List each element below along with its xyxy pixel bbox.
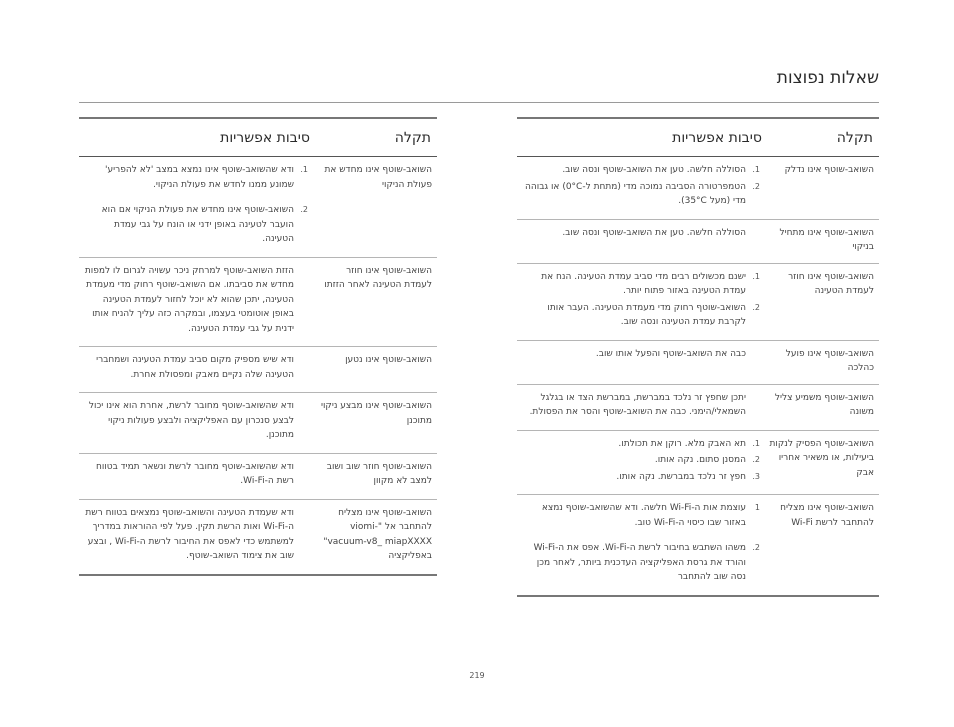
page-title: שאלות נפוצות [776, 68, 879, 88]
causes-cell [517, 385, 762, 430]
problem-cell: השואב-שוטף הפסיק לנקות ביעילות, או משאיר אחריו אבק [769, 438, 874, 478]
cause-number [746, 347, 760, 362]
cause-number: 2. [752, 455, 760, 464]
table-row [79, 157, 437, 258]
cause-item [519, 180, 760, 209]
cause-item [519, 226, 760, 241]
cause-number [294, 264, 308, 337]
causes-cell [517, 341, 762, 384]
causes-cell [517, 264, 762, 340]
page-number: 219 [469, 671, 485, 680]
problem-cell: השואב-שוטף אינו מצליח להתחבר אל "viomi-vacuum-v8_ miapXXXX" באפליקציה [323, 507, 432, 561]
cause-text: ודא שהשואב-שוטף אינו נמצא במצב 'לא להפריע' שמונע ממנו לחדש את פעולת הניקוי. [105, 165, 294, 190]
causes-cell [79, 258, 310, 347]
cause-number [294, 506, 308, 564]
cause-text: הזזת השואב-שוטף למרחק ניכר עשויה לגרום לו למפות מחדש את סביבתו. אם השואב-שוטף רחוק מדי מעמדת הטעינה, יתכן שהוא לא יוכל לחזור לעמדת הטעינה באופן אוטומטי בעצמו, ובמקרה כזה עליך להניח אותו ידנית על גבי עמדת הטעינה. [84, 265, 294, 334]
cause-text: השואב-שוטף אינו מחדש את פעולת הניקוי אם הוא הועבר לטעינה באופן ידני או הונח על גבי עמדת הטעינה. [101, 205, 294, 244]
table-row [517, 264, 879, 341]
cause-number [294, 460, 308, 489]
problem-cell: השואב-שוטף משמיע צליל משונה [774, 392, 874, 417]
cause-item [519, 391, 760, 420]
table-row [517, 157, 879, 220]
cause-item [81, 264, 308, 337]
cause-item [81, 353, 308, 382]
problem-cell: השואב-שוטף אינו מצליח להתחבר לרשת Wi-Fi [780, 503, 874, 528]
problem-cell: השואב-שוטף חוזר שוב ושוב למצב לא מקוון [326, 461, 432, 486]
cause-number: 1. [752, 438, 760, 448]
cause-number: 2. [300, 205, 308, 214]
cause-text: יתכן שחפץ זר נלכד במברשת, במברשת הצד או בגלגל השמאלי/הימני. כבה את השואב-שוטף והסר את הפסולת. [529, 392, 746, 417]
troubleshooting-table-right [517, 117, 879, 597]
table-row [79, 393, 437, 454]
problem-cell: השואב-שוטף אינו פועל כהלכה [785, 348, 874, 373]
cause-number: 1. [300, 165, 308, 174]
cause-text: ודא שעמדת הטעינה והשואב-שוטף נמצאים בטווח רשת ה-Wi-Fi ואות הרשת תקין. פעל לפי ההוראות במדריך למשתמש כדי לאפס את החיבור לרשת ה-Wi-Fi , ובצע שוב את צימוד השואב-שוטף. [85, 507, 294, 561]
cause-number: 2. [752, 181, 760, 191]
cause-text: השואב-שוטף רחוק מדי מעמדת הטעינה. העבר אותו לקרבת עמדת הטעינה ונסה שוב. [547, 302, 746, 327]
causes-cell [79, 393, 310, 453]
cause-number [294, 399, 308, 443]
problem-cell: השואב-שוטף אינו נדלק [784, 165, 874, 175]
cause-item [519, 347, 760, 362]
causes-cell [517, 220, 762, 263]
cause-text: הסוללה חלשה. טען את השואב-שוטף ונסה שוב. [562, 165, 746, 175]
cause-number [746, 226, 760, 241]
causes-cell [517, 157, 762, 219]
table-header [517, 119, 879, 157]
cause-item [519, 270, 760, 299]
header-causes: סיבות אפשריות [672, 129, 762, 146]
cause-number: 1 [754, 503, 760, 512]
causes-cell [79, 347, 310, 392]
cause-text: ודא שיש מספיק מקום סביב עמדת הטעינה ושמחברי הטעינה שלה נקיים מאבק ומפסולת אחרת. [96, 355, 294, 380]
causes-cell [79, 454, 310, 499]
cause-item [519, 163, 760, 178]
cause-item [81, 460, 308, 489]
problem-cell: השואב-שוטף אינו נטען [345, 355, 432, 365]
cause-text: כבה את השואב-שוטף והפעל אותו שוב. [595, 348, 746, 359]
problem-cell: השואב-שוטף אינו מחדש את פעולת הניקוי [324, 165, 432, 190]
cause-text: חפץ זר נלכד במברשת. נקה אותו. [616, 471, 746, 482]
cause-text: משהו השתבש בחיבור לרשת ה-Wi-Fi. אפס את ה-Wi-Fi והורד את גרסת האפליקציה העדכנית ביותר, לאחר מכן נסה שוב להתחבר [533, 543, 746, 582]
cause-text: ודא שהשואב-שוטף מחובר לרשת, אחרת הוא אינו יכול לבצע סנכרון עם האפליקציה ולבצע פעולות ניקוי מתוכנן. [88, 401, 294, 440]
table-header [79, 119, 437, 157]
cause-text: הסוללה חלשה. טען את השואב-שוטף ונסה שוב. [562, 227, 746, 238]
cause-text: המסנן סתום. נקה אותו. [654, 455, 746, 465]
problem-cell: השואב-שוטף אינו חוזר לעמדת הטעינה לאחר הזזתו [324, 265, 432, 290]
cause-item [519, 301, 760, 330]
cause-item [519, 453, 760, 468]
cause-number: 3. [752, 471, 760, 481]
causes-cell [79, 157, 310, 257]
table-row [517, 341, 879, 385]
header-problem: תקלה [394, 129, 431, 146]
table-row [517, 495, 879, 595]
cause-item [519, 437, 760, 452]
causes-cell [517, 431, 762, 495]
cause-item [81, 399, 308, 443]
cause-text: ודא שהשואב-שוטף מחובר לרשת ונשאר תמיד בטווח רשת ה-Wi-Fi. [95, 461, 294, 486]
cause-number: 2. [752, 302, 760, 312]
cause-number [746, 391, 760, 420]
cause-number [294, 353, 308, 382]
problem-cell: השואב-שוטף אינו מתחיל בניקוי [779, 227, 874, 252]
cause-number: 1. [752, 271, 760, 281]
header-problem: תקלה [836, 129, 873, 146]
cause-text: הטמפרטורה הסביבה נמוכה מדי (מתחת ל-0°C) או גבוהה מדי (מעל 35°C). [525, 181, 746, 206]
cause-text: ישנם מכשולים רבים מדי סביב עמדת הטעינה. הנח את עמדת הטעינה באזור פתוח יותר. [541, 271, 746, 296]
table-row [79, 347, 437, 393]
table-row [79, 258, 437, 348]
cause-text: עוצמת אות ה-Wi-Fi חלשה. ודא שהשואב-שוטף נמצא באזור שבו כיסוי ה-Wi-Fi טוב. [541, 503, 746, 528]
header-causes: סיבות אפשריות [220, 129, 310, 146]
cause-text: תא האבק מלא. רוקן את תכולתו. [618, 438, 746, 449]
cause-item [81, 163, 308, 192]
problem-cell: השואב-שוטף אינו חוזר לעמדת הטעינה [788, 271, 874, 296]
problem-cell: השואב-שוטף אינו מבצע ניקוי מתוכנן [320, 401, 432, 426]
table-row [79, 500, 437, 574]
cause-item [519, 470, 760, 485]
cause-number: 1. [752, 165, 760, 174]
causes-cell [79, 500, 310, 574]
table-row [517, 431, 879, 496]
table-row [79, 454, 437, 500]
table-row [517, 220, 879, 264]
table-row [517, 385, 879, 431]
cause-number: 2. [752, 543, 760, 552]
cause-item [519, 541, 760, 585]
cause-item [81, 506, 308, 564]
cause-item [81, 203, 308, 247]
causes-cell [517, 495, 762, 595]
cause-item [519, 501, 760, 530]
troubleshooting-table-left [79, 117, 437, 576]
title-divider [79, 102, 879, 103]
